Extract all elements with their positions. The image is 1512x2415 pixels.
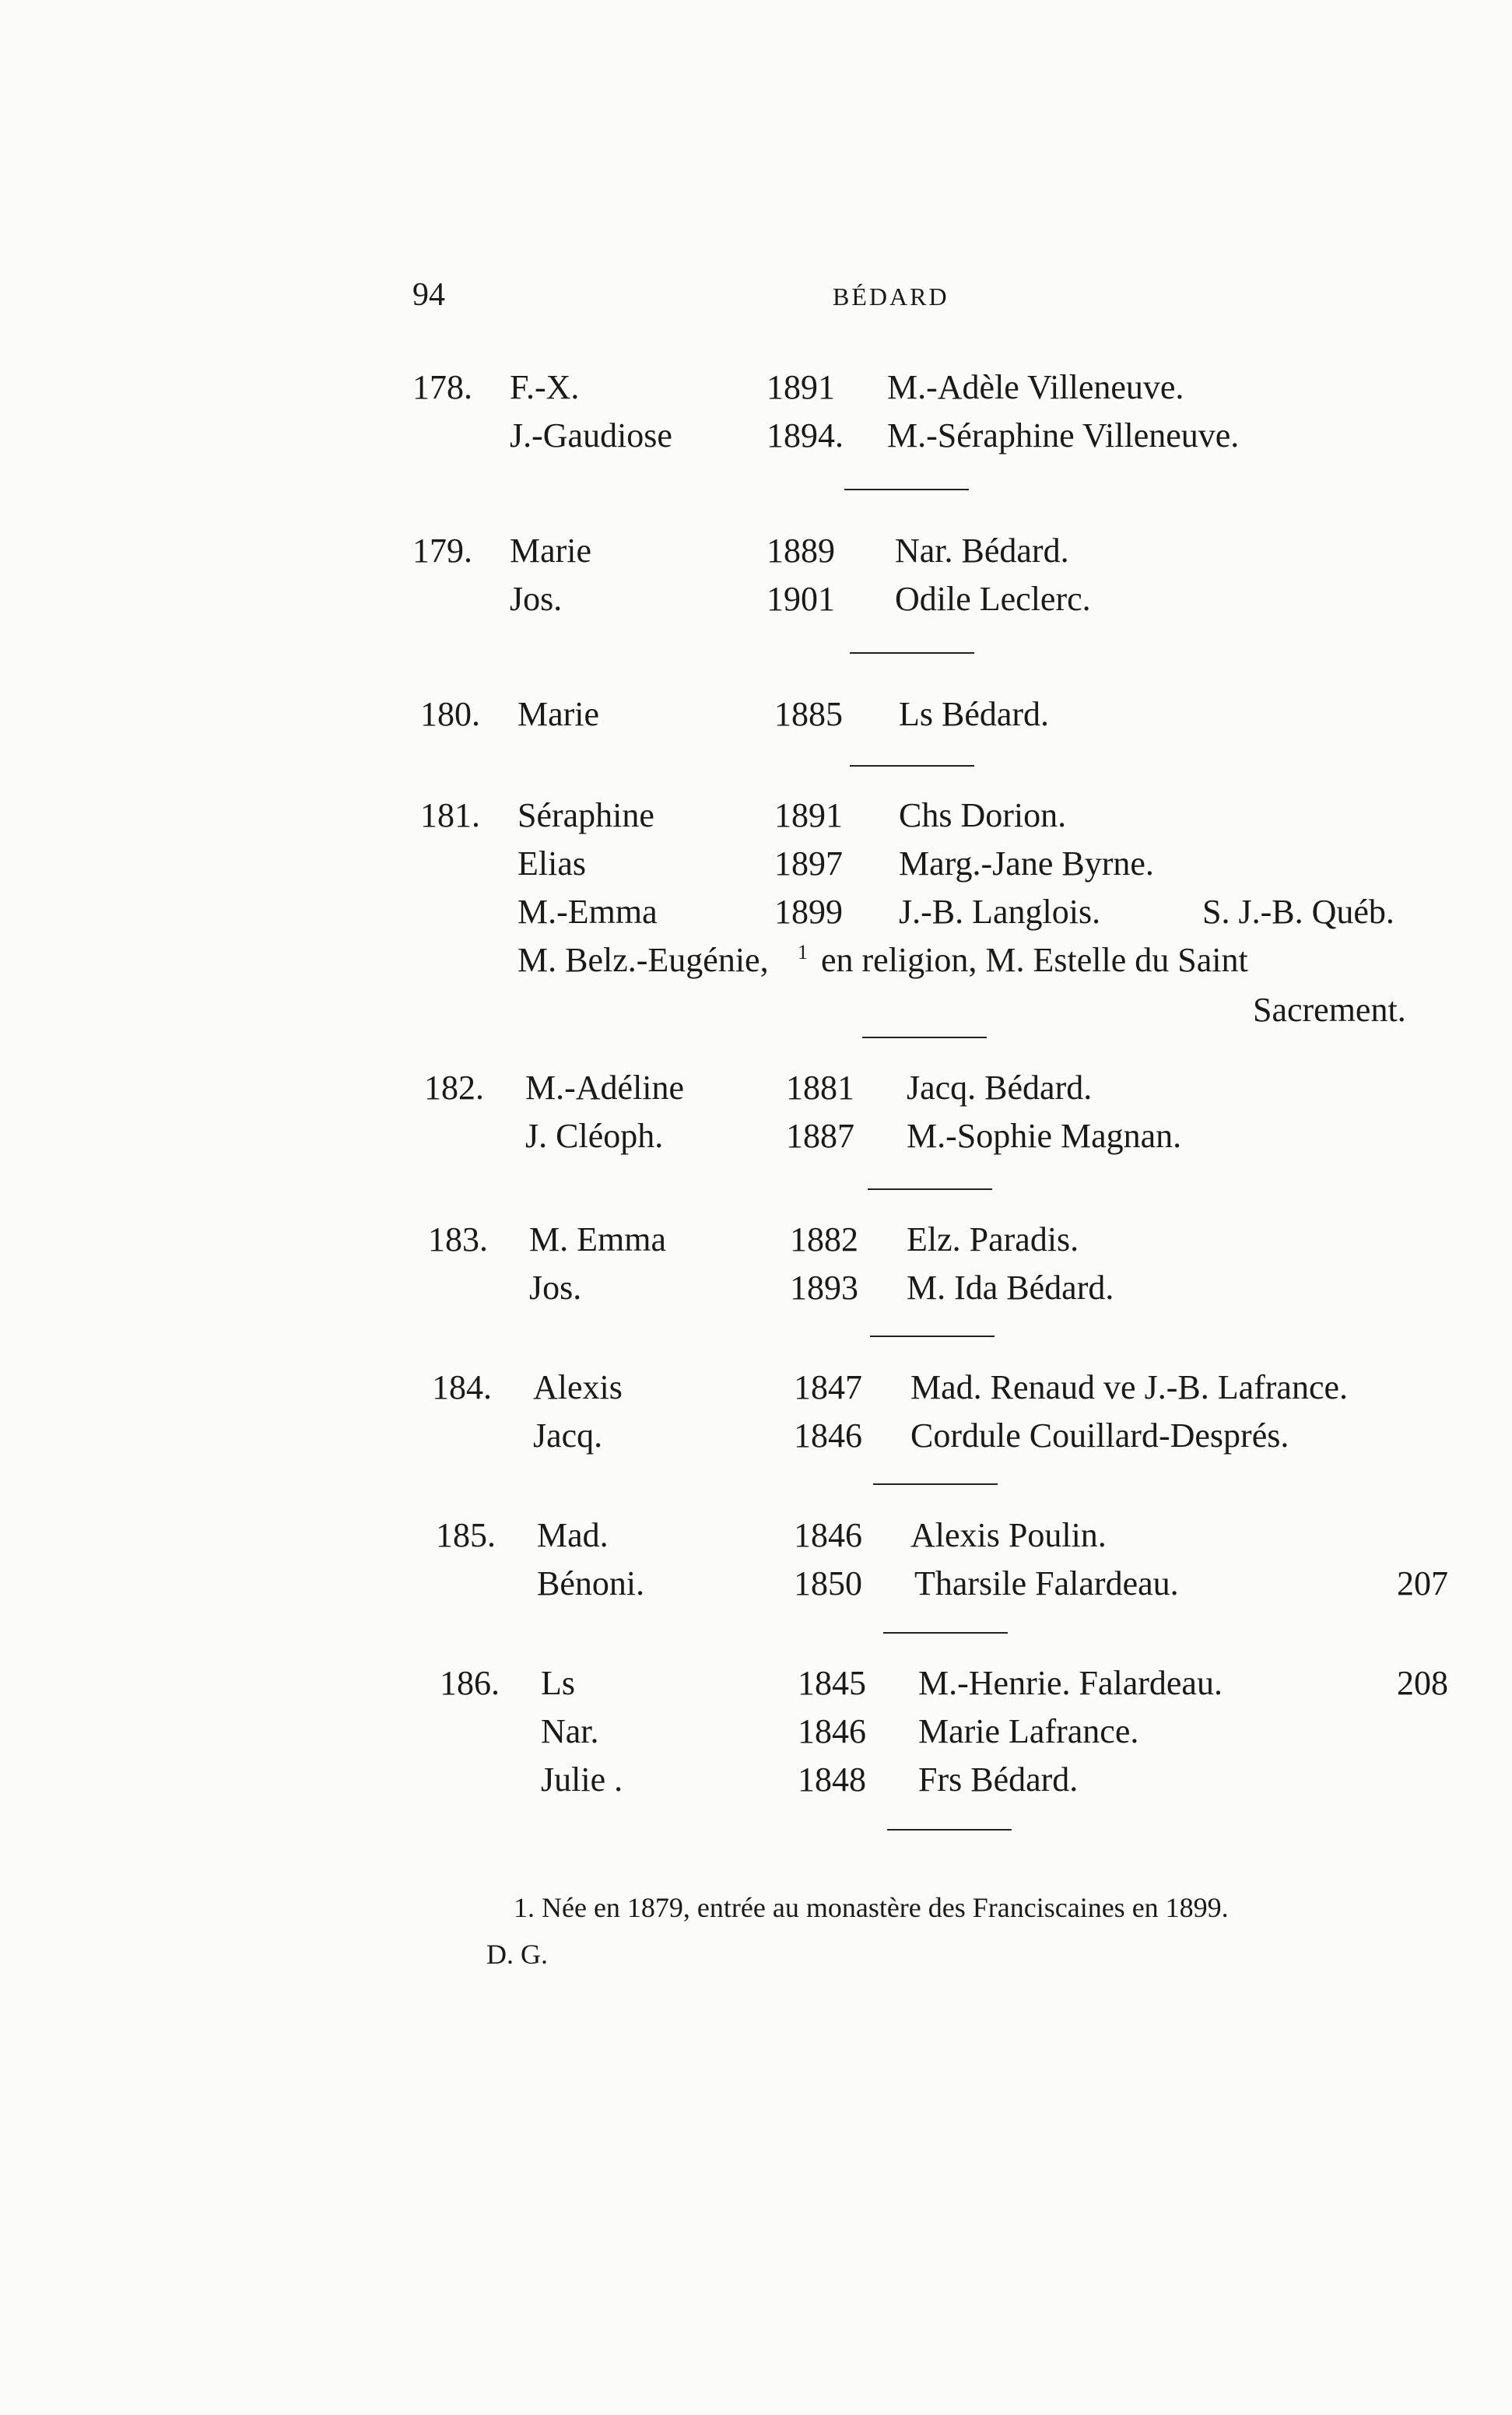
footnote-signature: D. G. xyxy=(486,1939,548,1970)
person-name: J. Cléoph. xyxy=(525,1117,664,1155)
person-name: Julie . xyxy=(541,1760,623,1799)
person-name: Jos. xyxy=(529,1269,582,1307)
spouse-name: Elz. Paradis. xyxy=(907,1220,1079,1258)
marriage-year: 1891 xyxy=(774,796,843,834)
spouse-name: Marg.-Jane Byrne. xyxy=(899,844,1154,883)
marriage-year: 1846 xyxy=(794,1516,862,1554)
person-name: Alexis xyxy=(533,1368,623,1406)
person-name: Jacq. xyxy=(533,1416,603,1455)
separator-rule xyxy=(844,489,969,490)
entry-number: 179. xyxy=(412,532,472,570)
person-name: Marie xyxy=(510,532,592,570)
person-name: Bénoni. xyxy=(537,1564,645,1602)
marriage-year: 1846 xyxy=(794,1416,862,1455)
entry-number: 181. xyxy=(420,796,480,834)
person-name: Séraphine xyxy=(517,796,654,834)
spouse-name: Odile Leclerc. xyxy=(895,580,1091,618)
person-name: M.-Adéline xyxy=(525,1069,685,1107)
running-head: BÉDARD xyxy=(833,283,949,311)
marriage-year: 1891 xyxy=(767,368,835,406)
page-header xyxy=(412,276,1191,315)
entry-number: 183. xyxy=(428,1220,488,1258)
separator-rule xyxy=(850,765,974,767)
separator-rule xyxy=(887,1829,1012,1831)
marriage-year: 1846 xyxy=(798,1712,866,1750)
spouse-name: M.-Sophie Magnan. xyxy=(907,1117,1182,1155)
marriage-year: 1847 xyxy=(794,1368,862,1406)
marriage-year: 1889 xyxy=(767,532,835,570)
spouse-name: Nar. Bédard. xyxy=(895,532,1069,570)
separator-rule xyxy=(870,1336,995,1337)
page-reference: 207 xyxy=(1397,1564,1448,1602)
spouse-name: Cordule Couillard-Després. xyxy=(910,1416,1289,1455)
spouse-name: M.-Adèle Villeneuve. xyxy=(887,368,1184,406)
separator-rule xyxy=(873,1483,998,1485)
religious-text: en religion, M. Estelle du Saint xyxy=(821,941,1248,979)
separator-rule xyxy=(850,652,974,654)
spouse-name: Ls Bédard. xyxy=(899,695,1050,733)
marriage-year: 1893 xyxy=(790,1269,858,1307)
person-name: J.-Gaudiose xyxy=(510,416,672,455)
spouse-name: M.-Séraphine Villeneuve. xyxy=(887,416,1240,455)
marriage-year: 1894. xyxy=(767,416,844,455)
religious-name: M. Belz.-Eugénie, xyxy=(517,941,769,979)
person-name: M. Emma xyxy=(529,1220,666,1258)
person-name: F.-X. xyxy=(510,368,580,406)
entry-number: 180. xyxy=(420,695,480,733)
spouse-name: J.-B. Langlois. xyxy=(899,893,1101,931)
spouse-name: Mad. Renaud ve J.-B. Lafrance. xyxy=(910,1368,1349,1406)
page-reference: 208 xyxy=(1397,1664,1448,1702)
person-name: M.-Emma xyxy=(517,893,658,931)
marriage-year: 1850 xyxy=(794,1564,862,1602)
entry-number: 182. xyxy=(424,1069,484,1107)
marriage-year: 1881 xyxy=(786,1069,854,1107)
page-number: 94 xyxy=(412,277,445,313)
spouse-name: Alexis Poulin. xyxy=(910,1516,1107,1554)
marriage-year: 1848 xyxy=(798,1760,866,1799)
separator-rule xyxy=(883,1632,1008,1634)
spouse-name: M. Ida Bédard. xyxy=(907,1269,1114,1307)
footnote: 1. Née en 1879, entrée au monastère des Franciscaines en 1899. xyxy=(514,1892,1229,1923)
marriage-year: 1887 xyxy=(786,1117,854,1155)
person-name: Elias xyxy=(517,844,586,883)
person-name: Ls xyxy=(541,1664,575,1702)
spouse-name: Chs Dorion. xyxy=(899,796,1067,834)
person-name: Jos. xyxy=(510,580,563,618)
marriage-year: 1845 xyxy=(798,1664,866,1702)
entry-number: 186. xyxy=(440,1664,500,1702)
spouse-name: Frs Bédard. xyxy=(918,1760,1079,1799)
person-name: Nar. xyxy=(541,1712,599,1750)
separator-rule xyxy=(862,1037,987,1038)
person-name: Mad. xyxy=(537,1516,609,1554)
spouse-name: M.-Henrie. Falardeau. xyxy=(918,1664,1223,1702)
marriage-year: 1897 xyxy=(774,844,843,883)
spouse-name: Marie Lafrance. xyxy=(918,1712,1139,1750)
spouse-name: Jacq. Bédard. xyxy=(907,1069,1093,1107)
marriage-year: 1885 xyxy=(774,695,843,733)
separator-rule xyxy=(868,1188,992,1190)
person-name: Marie xyxy=(517,695,600,733)
footnote-marker: 1 xyxy=(798,941,808,964)
marriage-year: 1901 xyxy=(767,580,835,618)
marriage-year: 1882 xyxy=(790,1220,858,1258)
marriage-year: 1899 xyxy=(774,893,843,931)
entry-number: 184. xyxy=(432,1368,492,1406)
entry-number: 185. xyxy=(436,1516,496,1554)
note-text: S. J.-B. Québ. xyxy=(1202,893,1394,931)
spouse-name: Tharsile Falardeau. xyxy=(914,1564,1179,1602)
entry-number: 178. xyxy=(412,368,472,406)
religious-text-continued: Sacrement. xyxy=(1253,991,1406,1029)
